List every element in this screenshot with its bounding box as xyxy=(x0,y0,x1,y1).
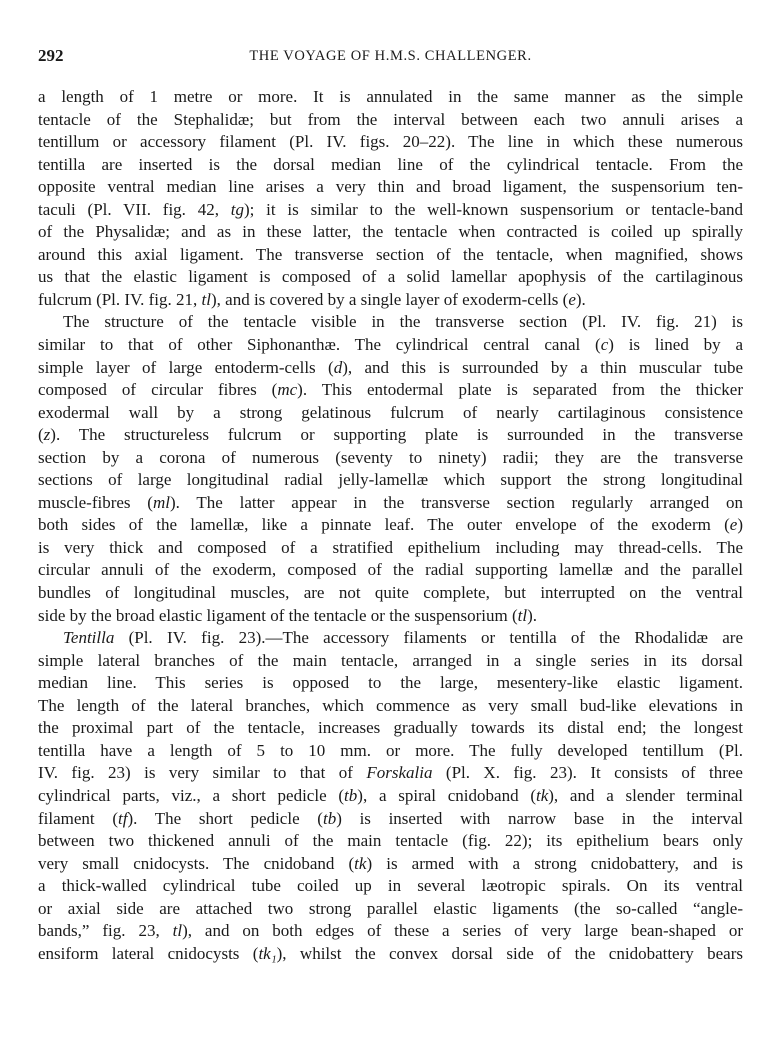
text-segment: ). xyxy=(575,289,586,309)
text-line xyxy=(38,920,743,943)
text-segment: side by the broad elastic ligament of the tentacle or the suspensorium ( xyxy=(38,605,518,625)
page-number: 292 xyxy=(38,46,64,65)
text-segment: muscle-fibres ( xyxy=(38,492,153,512)
text-segment: ) is inserted with narrow base in the interval xyxy=(336,808,744,828)
text-line xyxy=(38,875,743,898)
text-line xyxy=(38,221,743,244)
text-segment: tentillum or accessory filament (Pl. IV. figs. 20–22). The line in which these numerous xyxy=(38,132,743,152)
text-segment: filament ( xyxy=(38,808,118,828)
page-header xyxy=(38,46,743,68)
text-line xyxy=(38,244,743,267)
text-segment: a length of 1 metre or more. It is annulated in the same manner as the simple xyxy=(38,87,743,106)
text-line xyxy=(38,402,743,425)
text-line xyxy=(38,514,743,537)
text-line xyxy=(38,605,743,628)
text-segment: simple layer of large entoderm-cells ( xyxy=(38,357,334,377)
text-segment: ) xyxy=(737,515,743,535)
text-segment: sections of large longitudinal radial jelly-lamellæ which support the strong longitudinal xyxy=(38,470,743,490)
text-line xyxy=(38,176,743,199)
text-segment: ). xyxy=(527,605,538,625)
italic-segment: tf xyxy=(118,808,128,828)
italic-segment: tb xyxy=(322,808,337,828)
text-line xyxy=(38,785,743,808)
text-segment: ( xyxy=(38,425,44,445)
text-segment: is very thick and composed of a stratified epithelium including may thread-cells. The xyxy=(38,537,743,557)
text-segment: ). This entodermal plate is separated from the thicker xyxy=(297,380,743,400)
text-line xyxy=(38,289,743,312)
italic-segment: tk₁ xyxy=(258,943,277,963)
text-segment: (Pl. X. fig. 23). It consists of three xyxy=(432,763,743,783)
text-segment: tentilla are inserted is the dorsal median line of the cylindrical tentacle. From the xyxy=(38,154,743,174)
italic-segment: z xyxy=(43,425,51,445)
text-line xyxy=(38,650,743,673)
text-line xyxy=(38,131,743,154)
italic-segment: tk xyxy=(535,785,549,805)
text-line xyxy=(38,672,743,695)
text-line xyxy=(38,853,743,876)
text-segment: ), whilst the convex dorsal side of the cnidobattery bears xyxy=(276,943,744,963)
italic-segment: d xyxy=(333,357,343,377)
italic-segment: tl xyxy=(517,605,528,625)
text-segment: fulcrum (Pl. IV. fig. 21, xyxy=(38,289,202,309)
text-segment: ). The short pedicle ( xyxy=(127,808,323,828)
text-segment: ), a spiral cnidoband ( xyxy=(357,785,536,805)
text-segment: simple lateral branches of the main tentacle, arranged in a single series in its dorsal xyxy=(38,650,743,670)
text-line xyxy=(38,199,743,222)
italic-segment: e xyxy=(729,515,738,535)
text-segment: ensiform lateral cnidocysts ( xyxy=(38,943,259,963)
paragraph xyxy=(38,86,743,311)
text-segment: ), and on both edges of these a series of very large bean-shaped or xyxy=(182,921,743,941)
text-segment: median line. This series is opposed to the large, mesentery-like elastic ligament. xyxy=(38,673,743,693)
paragraph xyxy=(38,627,743,965)
text-line xyxy=(38,154,743,177)
text-line xyxy=(38,808,743,831)
text-line xyxy=(38,830,743,853)
text-segment: ); it is similar to the well-known suspensorium or tentacle-band xyxy=(244,199,743,219)
text-line xyxy=(38,943,743,966)
text-segment: or axial side are attached two strong parallel elastic ligaments (the so-called “angle- xyxy=(38,898,743,918)
italic-segment: mc xyxy=(277,380,298,400)
text-segment: ) is armed with a strong cnidobattery, and is xyxy=(366,853,744,873)
text-line xyxy=(38,537,743,560)
text-line xyxy=(38,447,743,470)
italic-segment: tl xyxy=(172,921,183,941)
text-line xyxy=(38,109,743,132)
text-segment: exodermal wall by a strong gelatinous fulcrum of nearly cartilaginous consistence xyxy=(38,402,743,422)
text-line xyxy=(38,740,743,763)
italic-segment: tl xyxy=(201,289,211,309)
text-segment: cylindrical parts, viz., a short pedicle ( xyxy=(38,785,345,805)
text-segment: ). The latter appear in the transverse section regularly arranged on xyxy=(169,492,743,512)
text-line xyxy=(38,379,743,402)
text-segment: similar to that of other Siphonanthæ. The cylindrical central canal ( xyxy=(38,335,601,355)
italic-segment: c xyxy=(600,335,609,355)
text-segment: of the Physalidæ; and as in these latter, the tentacle when contracted is coiled up spirally xyxy=(38,222,743,242)
italic-segment: tg xyxy=(230,199,244,219)
text-segment: a thick-walled cylindrical tube coiled up in several læotropic spirals. On its ventral xyxy=(38,876,743,896)
italic-segment: Forskalia xyxy=(366,763,433,783)
text-line xyxy=(38,311,743,334)
text-segment: very small cnidocysts. The cnidoband ( xyxy=(38,853,355,873)
text-line xyxy=(38,492,743,515)
text-segment: the proximal part of the tentacle, increases gradually towards its distal end; the longest xyxy=(38,718,743,738)
text-segment: ), and this is surrounded by a thin muscular tube xyxy=(342,357,744,377)
text-line xyxy=(38,334,743,357)
text-segment: tentacle of the Stephalidæ; but from the interval between each two annuli arises a xyxy=(38,109,743,129)
text-line xyxy=(38,582,743,605)
text-segment: circular annuli of the exoderm, composed of the radial supporting lamellæ and the parallel xyxy=(38,560,743,580)
text-segment: ) is lined by a xyxy=(608,335,743,355)
text-segment: us that the elastic ligament is composed of a solid lamellar apophysis of the cartilaginous xyxy=(38,267,743,287)
text-line xyxy=(38,86,743,109)
italic-segment: ml xyxy=(152,492,170,512)
text-segment: IV. fig. 23) is very similar to that of xyxy=(38,763,367,783)
text-segment: composed of circular fibres ( xyxy=(38,380,278,400)
text-segment: The structure of the tentacle visible in the transverse section (Pl. IV. fig. 21) is xyxy=(63,312,743,332)
text-line xyxy=(38,357,743,380)
italic-segment: tk xyxy=(354,853,367,873)
text-segment: section by a corona of numerous (seventy to ninety) radii; they are the transverse xyxy=(38,447,743,467)
paragraph xyxy=(38,311,743,627)
text-segment: ). The structureless fulcrum or supporting plate is surrounded in the transverse xyxy=(50,425,743,445)
italic-segment: Tentilla xyxy=(63,628,115,648)
text-segment: bands,” fig. 23, xyxy=(38,921,173,941)
body-text xyxy=(38,86,743,965)
text-segment: both sides of the lamellæ, like a pinnate leaf. The outer envelope of the exoderm ( xyxy=(38,515,730,535)
text-line xyxy=(38,469,743,492)
text-line xyxy=(38,266,743,289)
text-segment: around this axial ligament. The transverse section of the tentacle, when magnified, shows xyxy=(38,244,743,264)
text-line xyxy=(38,717,743,740)
text-line xyxy=(38,559,743,582)
text-line xyxy=(38,424,743,447)
italic-segment: tb xyxy=(344,785,358,805)
text-segment: between two thickened annuli of the main tentacle (fig. 22); its epithelium bears only xyxy=(38,831,743,851)
text-segment: tentilla have a length of 5 to 10 mm. or more. The fully developed tentillum (Pl. xyxy=(38,740,743,760)
text-segment: ), and a slender terminal xyxy=(548,785,743,805)
text-segment: The length of the lateral branches, which commence as very small bud-like elevations in xyxy=(38,695,743,715)
text-line xyxy=(38,898,743,921)
text-line xyxy=(38,762,743,785)
text-segment: opposite ventral median line arises a very thin and broad ligament, the suspensorium ten- xyxy=(38,177,743,197)
running-title: THE VOYAGE OF H.M.S. CHALLENGER. xyxy=(249,48,532,64)
text-segment: taculi (Pl. VII. fig. 42, xyxy=(38,199,231,219)
text-segment: (Pl. IV. fig. 23).—The accessory filaments or tentilla of the Rhodalidæ are xyxy=(114,628,743,648)
text-segment: ), and is covered by a single layer of exoderm-cells ( xyxy=(211,289,569,309)
text-line xyxy=(38,627,743,650)
italic-segment: e xyxy=(568,289,576,309)
text-segment: bundles of longitudinal muscles, are not quite complete, but interrupted on the ventral xyxy=(38,583,743,603)
text-line xyxy=(38,695,743,718)
